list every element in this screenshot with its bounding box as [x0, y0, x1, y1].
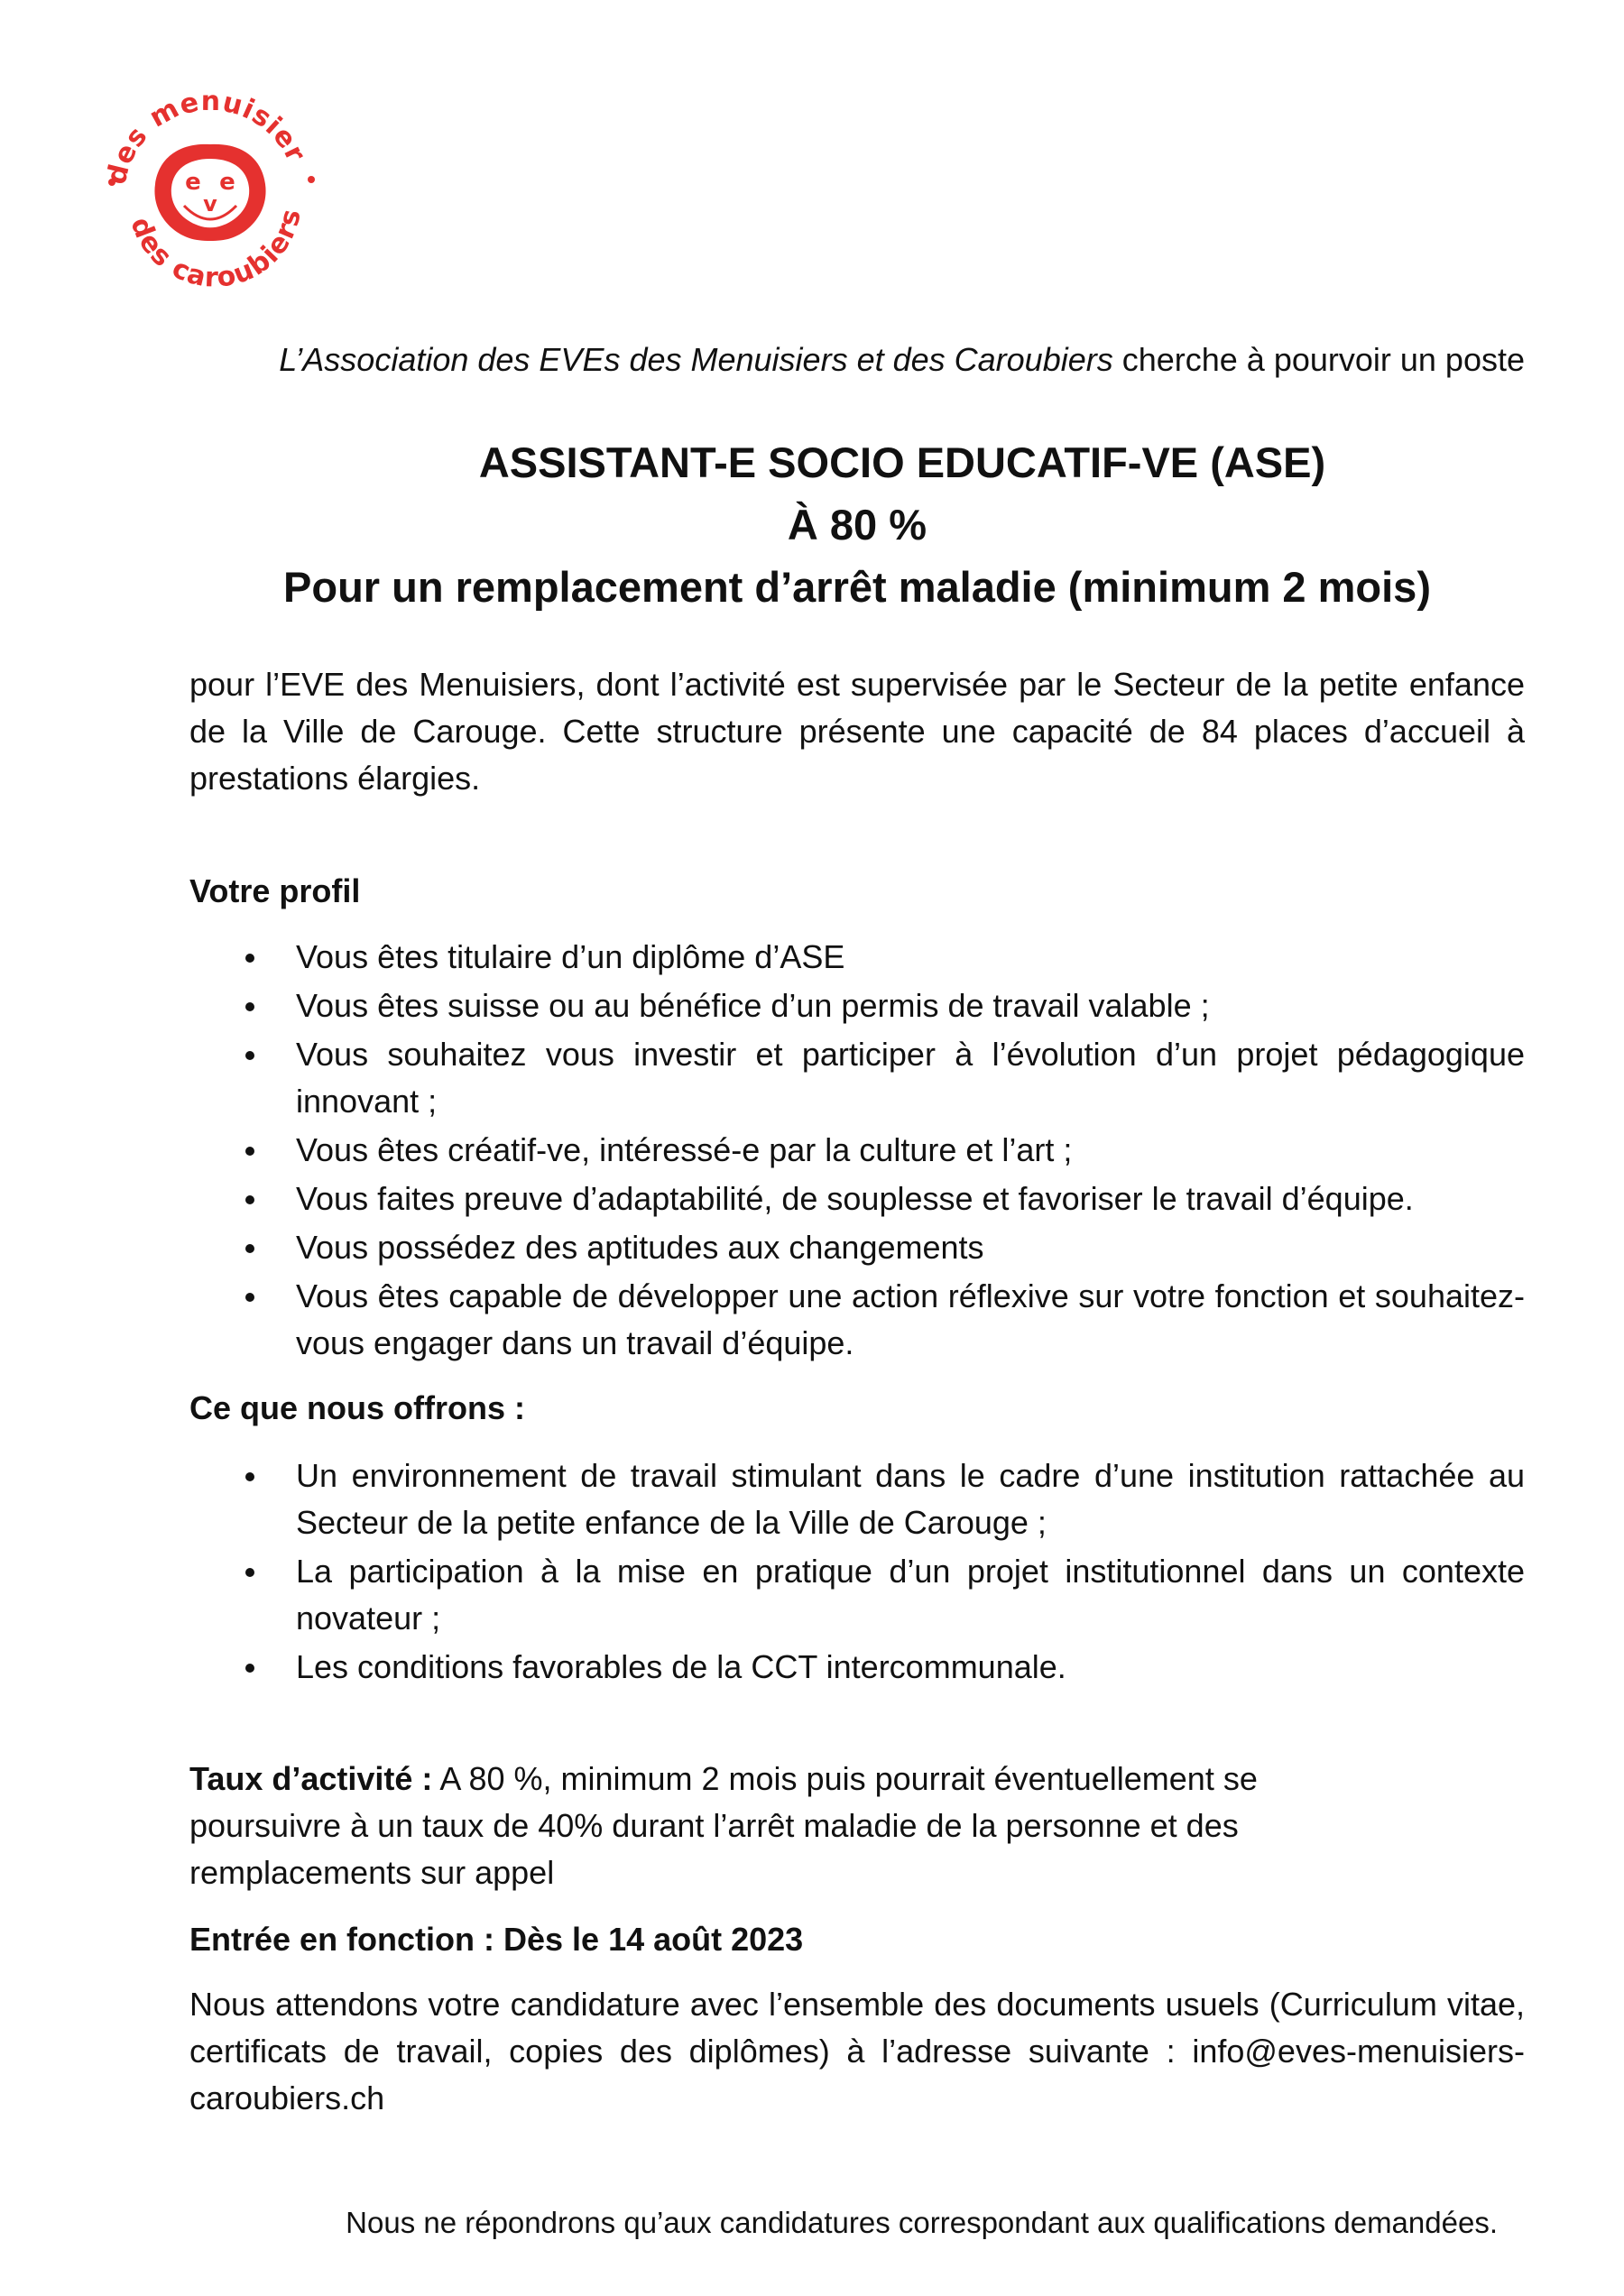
list-item — [189, 1224, 1525, 1271]
activity-rate-text: A 80 %, minimum 2 mois puis pourrait éventuellement se poursuivre à un taux de 40% durant l’arrêt maladie de la personne et des remplacements sur appel — [189, 1760, 1258, 1891]
start-date: Entrée en fonction : Dès le 14 août 2023 — [189, 1921, 804, 1958]
logo-nose: v — [203, 191, 217, 217]
list-item — [189, 982, 1525, 1029]
profile-heading: Votre profil — [189, 872, 361, 909]
bullet-icon — [245, 954, 254, 963]
list-item-text: Un environnement de travail stimulant dans le cadre d’une institution rattachée au Secteur de la petite enfance de la Ville de Carouge ; — [296, 1457, 1525, 1541]
bullet-icon — [245, 1244, 254, 1253]
list-item — [189, 1452, 1525, 1546]
bullet-icon — [245, 1051, 254, 1060]
list-item-text: Les conditions favorables de la CCT intercommunale. — [296, 1648, 1066, 1685]
list-item-text: Vous êtes capable de développer une action réflexive sur votre fonction et souhaitez-vous engager dans un travail d’équipe. — [296, 1277, 1525, 1361]
activity-rate-label: Taux d’activité : — [189, 1760, 433, 1797]
list-item — [189, 1031, 1525, 1125]
list-item — [189, 1548, 1525, 1642]
list-item — [189, 934, 1525, 981]
offer-list — [189, 1452, 1525, 1692]
bullet-icon — [245, 1293, 254, 1302]
list-item — [189, 1127, 1525, 1174]
list-item-text: Vous faites preuve d’adaptabilité, de souplesse et favoriser le travail d’équipe. — [296, 1180, 1414, 1217]
job-rate: À 80 % — [787, 501, 927, 549]
list-item-text: La participation à la mise en pratique d’un projet institutionnel dans un contexte novateur ; — [296, 1553, 1525, 1637]
lion-logo-icon — [97, 65, 323, 300]
list-item — [189, 1273, 1525, 1367]
intro-line — [189, 338, 1525, 382]
logo-bottom-text: des caroubiers — [124, 205, 309, 294]
job-title-block — [189, 431, 1525, 618]
bullet-icon — [245, 1568, 254, 1577]
bullet-icon — [245, 1472, 254, 1481]
association-logo — [97, 65, 323, 300]
list-item-text: Vous êtes suisse ou au bénéfice d’un permis de travail valable ; — [296, 987, 1210, 1024]
logo-right-eye: e — [219, 169, 235, 196]
list-item-text: Vous souhaitez vous investir et participer à l’évolution d’un projet pédagogique innovant ; — [296, 1036, 1525, 1120]
bullet-icon — [245, 1664, 254, 1673]
footer-note: Nous ne répondrons qu’aux candidatures correspondant aux qualifications demandées. — [346, 2206, 1498, 2239]
bullet-icon — [245, 1147, 254, 1156]
list-item-text: Vous possédez des aptitudes aux changements — [296, 1229, 984, 1266]
profile-list — [189, 934, 1525, 1369]
list-item-text: Vous êtes créatif-ve, intéressé-e par la culture et l’art ; — [296, 1131, 1073, 1168]
list-item — [189, 1176, 1525, 1222]
intro-rest: cherche à pourvoir un poste — [1112, 341, 1525, 378]
bullet-icon — [245, 1002, 254, 1011]
list-item-text: Vous êtes titulaire d’un diplôme d’ASE — [296, 938, 845, 975]
job-title: ASSISTANT-E SOCIO EDUCATIF-VE (ASE) — [478, 438, 1326, 486]
organization-name: L’Association des EVEs des Menuisiers et des Caroubiers — [279, 341, 1113, 378]
application-instructions: Nous attendons votre candidature avec l’ensemble des documents usuels (Curriculum vitae, certificats de travail, copies des diplômes) à l’adresse suivante : info@eves-menuisiers-caroubiers.ch — [189, 1986, 1525, 2116]
bullet-icon — [245, 1195, 254, 1204]
logo-top-text: des menuisier — [100, 85, 312, 188]
logo-left-eye: e — [185, 169, 201, 196]
offer-heading: Ce que nous offrons : — [189, 1389, 525, 1426]
list-item — [189, 1644, 1525, 1691]
job-subtitle: Pour un remplacement d’arrêt maladie (minimum 2 mois) — [283, 563, 1431, 611]
activity-rate — [189, 1756, 1362, 1896]
lead-paragraph: pour l’EVE des Menuisiers, dont l’activité est supervisée par le Secteur de la petite enfance de la Ville de Carouge. Cette structure présente une capacité de 84 places d’accueil à prestations élargies. — [189, 666, 1525, 797]
